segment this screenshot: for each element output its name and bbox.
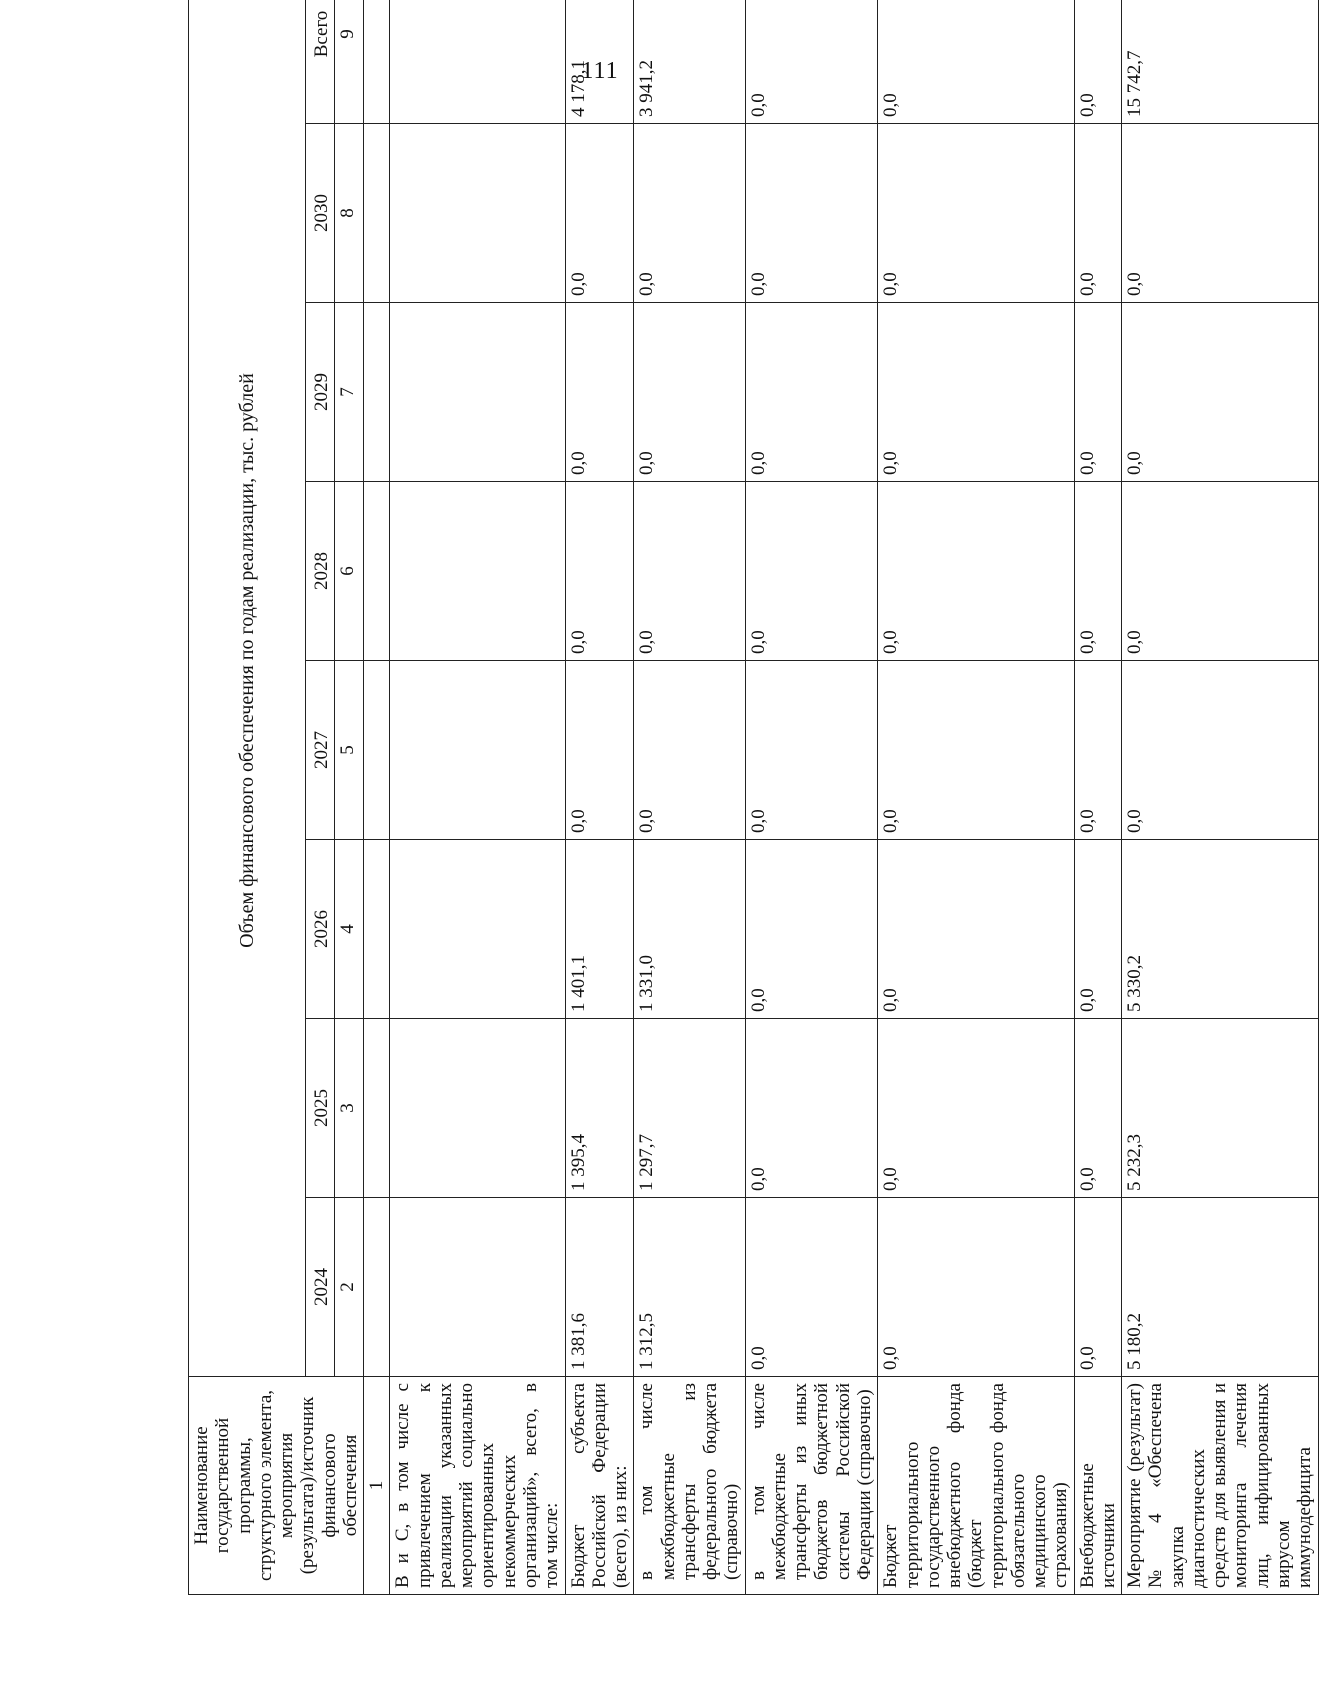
cell-value: 0,0 <box>1074 840 1122 1019</box>
cell-value <box>390 482 565 661</box>
cell-value <box>390 124 565 303</box>
cell-value: 0,0 <box>565 661 634 840</box>
column-number-row <box>364 0 390 1595</box>
cell-value: 0,0 <box>1122 303 1318 482</box>
column-number: 1 <box>364 1377 390 1595</box>
cell-value: 0,0 <box>1074 303 1122 482</box>
cell-value <box>390 1198 565 1377</box>
cell-value: 0,0 <box>745 840 878 1019</box>
cell-value: 0,0 <box>1074 482 1122 661</box>
table-row <box>565 0 634 1595</box>
header-year: 2026 <box>306 840 335 1019</box>
cell-value: 0,0 <box>634 124 745 303</box>
cell-total: 0,0 <box>745 0 878 124</box>
row-label: Бюджет субъекта Российской Федерации (всего), из них: <box>565 1377 634 1595</box>
cell-value: 0,0 <box>1074 1019 1122 1198</box>
cell-value: 1 395,4 <box>565 1019 634 1198</box>
table-row <box>1074 0 1122 1595</box>
row-label: Мероприятие (результат) № 4 «Обеспечена закупка диагностических средств для выявления и мониторинга лечения лиц, инфицированных вирусом иммунодефицита <box>1122 1377 1318 1595</box>
table-row <box>634 0 745 1595</box>
column-number: 5 <box>335 661 364 840</box>
cell-total: 0,0 <box>878 0 1074 124</box>
cell-value: 0,0 <box>1074 1198 1122 1377</box>
cell-value: 0,0 <box>878 124 1074 303</box>
table-row <box>1122 0 1318 1595</box>
cell-value: 1 331,0 <box>634 840 745 1019</box>
cell-total: 0,0 <box>1074 0 1122 124</box>
cell-value: 0,0 <box>565 482 634 661</box>
cell-value: 1 297,7 <box>634 1019 745 1198</box>
cell-value: 0,0 <box>565 124 634 303</box>
cell-value: 0,0 <box>878 661 1074 840</box>
financing-table <box>188 0 1319 1595</box>
cell-value: 0,0 <box>878 1019 1074 1198</box>
cell-value: 0,0 <box>565 303 634 482</box>
cell-value: 1 401,1 <box>565 840 634 1019</box>
row-label: В и С, в том числе с привлечением к реализации указанных мероприятий социально ориентированных некоммерческих организаций», всего, в том числе: <box>390 1377 565 1595</box>
cell-total: 15 742,7 <box>1122 0 1318 124</box>
cell-value: 0,0 <box>878 303 1074 482</box>
cell-value: 0,0 <box>1122 124 1318 303</box>
header-year: 2024 <box>306 1198 335 1377</box>
cell-value: 5 232,3 <box>1122 1019 1318 1198</box>
cell-value: 5 180,2 <box>1122 1198 1318 1377</box>
page-number: 111 <box>581 58 619 84</box>
cell-value: 0,0 <box>745 1198 878 1377</box>
header-year: 2027 <box>306 661 335 840</box>
header-volume-title: Объем финансового обеспечения по годам реализации, тыс. рублей <box>189 0 306 1377</box>
header-year: 2025 <box>306 1019 335 1198</box>
header-year: 2030 <box>306 124 335 303</box>
cell-value: 0,0 <box>878 840 1074 1019</box>
cell-total <box>390 0 565 124</box>
row-label: Бюджет территориального государственного внебюджетного фонда (бюджет территориального фонда обязательного медицинского страхования) <box>878 1377 1074 1595</box>
cell-value: 1 381,6 <box>565 1198 634 1377</box>
column-number: 6 <box>335 482 364 661</box>
cell-value: 1 312,5 <box>634 1198 745 1377</box>
cell-value: 0,0 <box>1074 124 1122 303</box>
cell-value: 0,0 <box>1122 482 1318 661</box>
cell-value: 0,0 <box>634 482 745 661</box>
cell-value: 0,0 <box>1122 661 1318 840</box>
column-number: 4 <box>335 840 364 1019</box>
cell-total: 3 941,2 <box>634 0 745 124</box>
header-year: 2029 <box>306 303 335 482</box>
cell-total: 4 178,1 <box>565 0 634 124</box>
cell-value: 0,0 <box>634 303 745 482</box>
header-total: Всего <box>306 0 335 124</box>
header-name-column: Наименование государственной программы, структурного элемента, мероприятия (результата)/источник финансового обеспечения <box>189 1377 364 1595</box>
table-row <box>390 0 565 1595</box>
cell-value: 0,0 <box>634 661 745 840</box>
column-number: 7 <box>335 303 364 482</box>
column-number: 2 <box>335 1198 364 1377</box>
row-label: в том числе межбюджетные трансферты из иных бюджетов бюджетной системы Российской Федерации (справочно) <box>745 1377 878 1595</box>
cell-value: 0,0 <box>1074 661 1122 840</box>
cell-value <box>390 1019 565 1198</box>
cell-value <box>390 661 565 840</box>
column-number: 9 <box>335 0 364 124</box>
header-year: 2028 <box>306 482 335 661</box>
table-row <box>745 0 878 1595</box>
cell-value: 5 330,2 <box>1122 840 1318 1019</box>
row-label: в том числе межбюджетные трансферты из федерального бюджета (справочно) <box>634 1377 745 1595</box>
table-row <box>878 0 1074 1595</box>
cell-value: 0,0 <box>745 303 878 482</box>
cell-value: 0,0 <box>878 482 1074 661</box>
cell-value: 0,0 <box>745 482 878 661</box>
column-number: 3 <box>335 1019 364 1198</box>
column-number: 8 <box>335 124 364 303</box>
cell-value: 0,0 <box>745 124 878 303</box>
cell-value: 0,0 <box>745 661 878 840</box>
cell-value: 0,0 <box>745 1019 878 1198</box>
row-label: Внебюджетные источники <box>1074 1377 1122 1595</box>
cell-value <box>390 840 565 1019</box>
cell-value: 0,0 <box>878 1198 1074 1377</box>
cell-value <box>390 303 565 482</box>
